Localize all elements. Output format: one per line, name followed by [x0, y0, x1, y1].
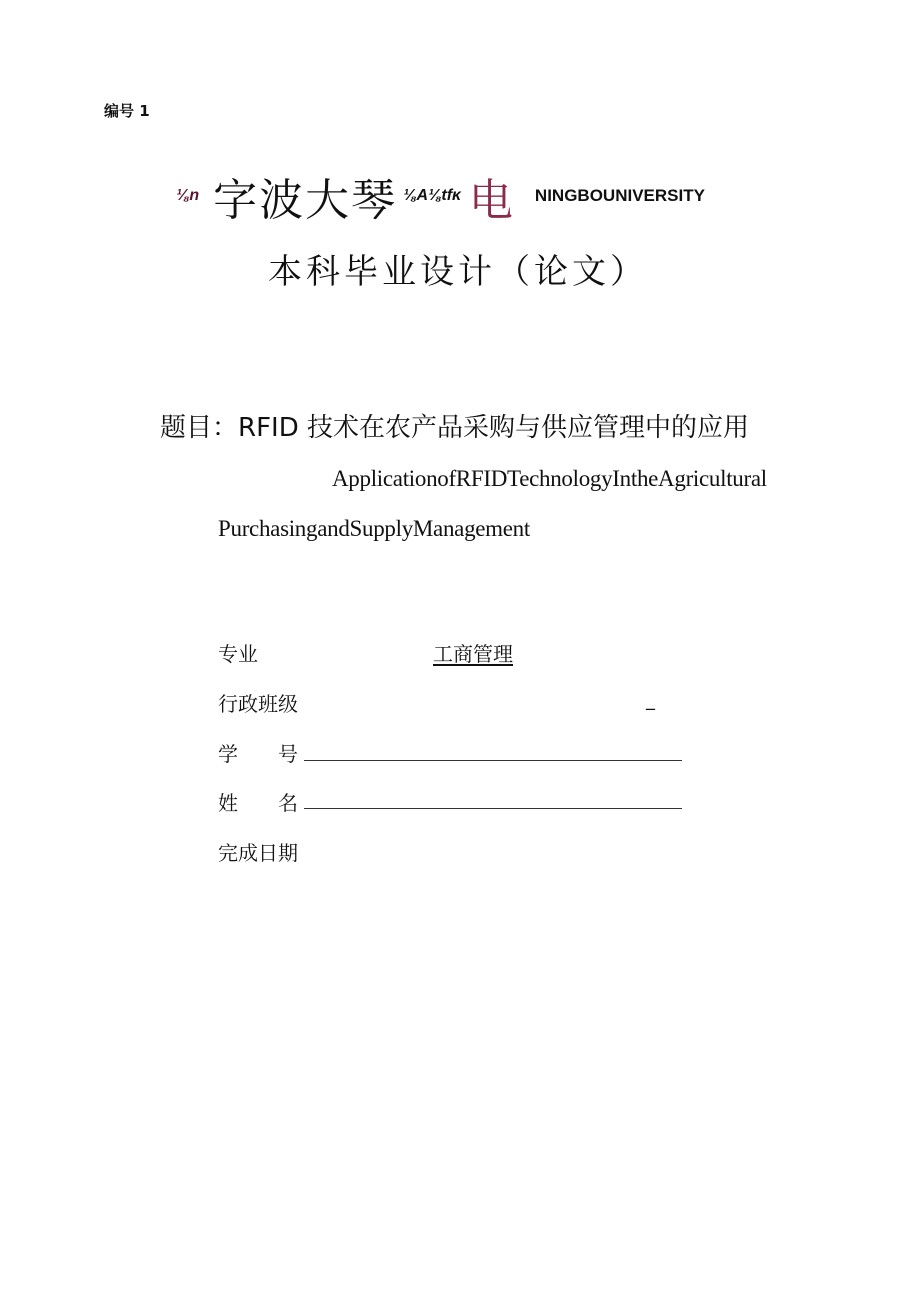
class-value-mark: _ [646, 690, 655, 711]
university-logo-banner [176, 166, 705, 226]
name-blank-line [304, 808, 682, 809]
logo-mid-text: ⅛A⅛tfĸ [403, 187, 461, 204]
logo-emblem-glyph: 电 [468, 175, 513, 226]
thesis-title-en-line2: PurchasingandSupplyManagement [218, 516, 530, 541]
logo-prefix-text: ⅛n [176, 187, 200, 204]
thesis-title-cn: 题目：RFID 技术在农产品采购与供应管理中的应用 [160, 413, 749, 443]
thesis-title-en-line1: ApplicationofRFIDTechnologyIntheAgricultural [332, 466, 767, 491]
major-value: 工商管理 [433, 642, 513, 666]
completion-date-label: 完成日期 [218, 841, 298, 865]
university-name-cn: 字波大琴 [213, 175, 398, 226]
name-label: 姓 名 [218, 791, 298, 815]
serial-number-label: 编号 1 [104, 102, 150, 120]
student-id-blank-line [304, 760, 682, 761]
class-label: 行政班级 [218, 692, 298, 716]
document-type-heading: 本科毕业设计（论文） [268, 252, 648, 292]
university-name-en: NINGBOUNIVERSITY [534, 186, 705, 205]
student-id-label: 学 号 [218, 742, 298, 766]
major-label: 专业 [218, 642, 258, 666]
